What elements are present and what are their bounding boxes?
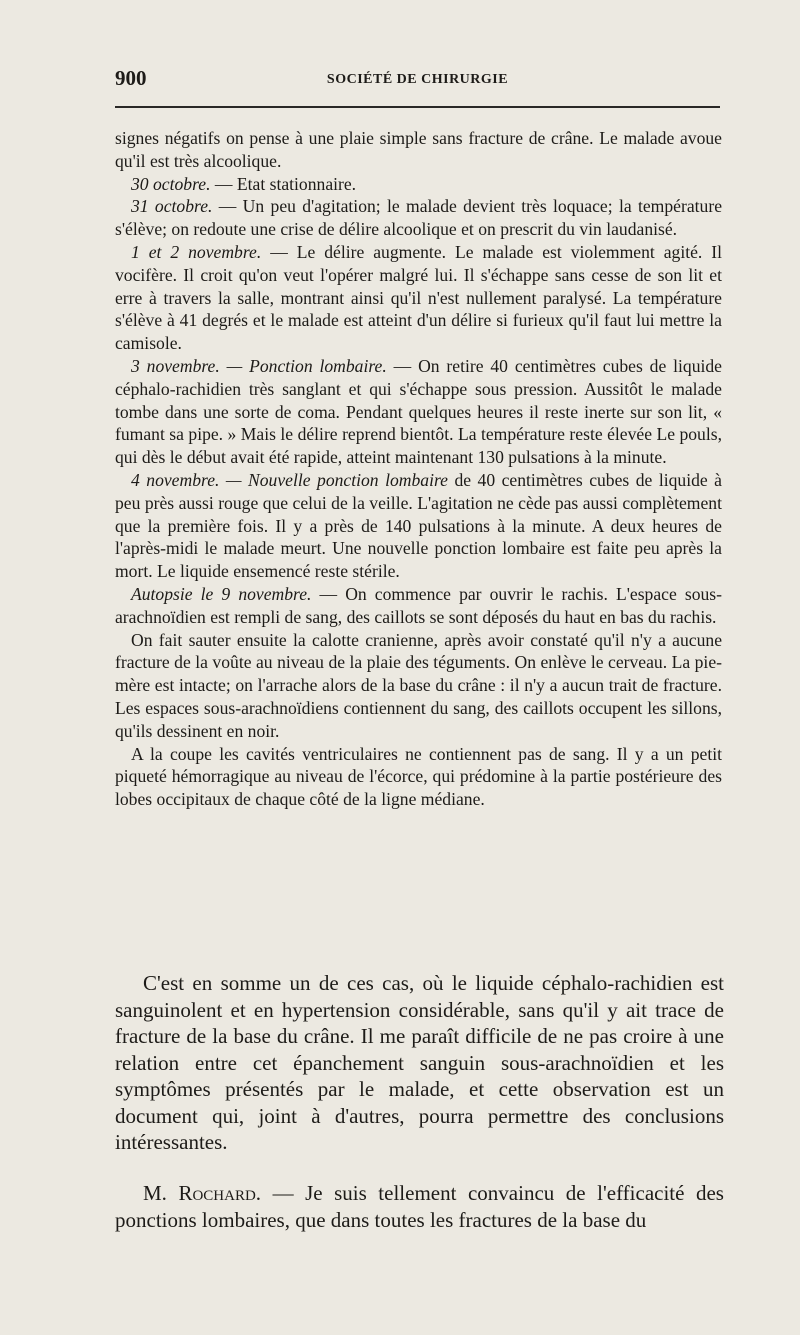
entry-date: 30 octobre. xyxy=(131,173,211,194)
entry-oct-30: 30 octobre. — Etat stationnaire. xyxy=(131,173,357,194)
entry-nov-4: 4 novembre. — Nouvelle ponction lombaire de 40 centimètres cubes de liquide à peu près aussi rouge que celui de la veille. L'agitation ne cède pas aussi complètement que la première fois. Il y a près de 140 pulsations à la minute. A deux heures de l'après-midi le malade meurt. Une nouvelle ponction lombaire est faite peu après la mort. Le liquide ensemencé reste stérile. xyxy=(115,469,722,582)
entry-date: Autopsie le 9 novembre. xyxy=(131,583,312,604)
entry-oct-31: 31 octobre. — Un peu d'agitation; le malade devient très loquace; la température s'élève; on redoute une crise de délire alcoolique et on prescrit du vin laudanisé. xyxy=(115,196,722,240)
header-rule xyxy=(115,106,720,108)
running-title: SOCIÉTÉ DE CHIRURGIE xyxy=(326,72,509,87)
page-number: 900 xyxy=(115,66,147,90)
entry-autopsy: Autopsie le 9 novembre. — On commence par ouvrir le rachis. L'espace sous-arachnoïdien est rempli de sang, des caillots se sont déposés du haut en bas du rachis. xyxy=(115,583,723,627)
conclusion-paragraph: C'est en somme un de ces cas, où le liquide céphalo-rachidien est sanguinolent et en hypertension considérable, sans qu'il y ait trace de fracture de la base du crâne. Il me paraît difficile de ne pas croire à une relation entre cet épanchement sanguin sous-arachnoïdien et les symptômes présentés par le malade, et cette observation est un document qui, joint à d'autres, pourra permettre des conclusions intéressantes. xyxy=(115,971,724,1154)
paragraph-section: A la coupe les cavités ventriculaires ne contiennent pas de sang. Il y a un petit piqueté hémorragique au niveau de l'écorce, qui prédomine à la partie postérieure des lobes occipitaux de chaque côté de la ligne médiane. xyxy=(115,743,722,810)
case-report xyxy=(115,127,722,811)
entry-nov-1-2: 1 et 2 novembre. — Le délire augmente. Le malade est violemment agité. Il vocifère. Il croit qu'on veut l'opérer malgré lui. Il s'échappe sans cesse de son lit et erre à travers la salle, montrant ainsi qu'il n'est nullement paralysé. La température s'élève à 41 degrés et le malade est atteint d'un délire si furieux qu'il faut lui mettre la camisole. xyxy=(115,241,722,354)
speaker-name: M. Rochard. xyxy=(143,1181,262,1205)
conclusion xyxy=(115,970,724,1156)
entry-date: 4 novembre. — Nouvelle ponction lombaire xyxy=(131,469,448,490)
entry-nov-3: 3 novembre. — Ponction lombaire. — On retire 40 centimètres cubes de liquide céphalo-rachidien très sanglant et qui s'échappe sous pression. Aussitôt le malade tombe dans une sorte de coma. Pendant quelques heures il reste inerte sur son lit, « fumant sa pipe. » Mais le délire reprend bientôt. La température reste élevée Le pouls, qui dès le début avait été rapide, atteint maintenant 130 pulsations à la minute. xyxy=(115,355,722,468)
entry-date: 3 novembre. — Ponction lombaire. xyxy=(131,355,387,376)
speaker-paragraph: M. Rochard. — Je suis tellement convaincu de l'efficacité des ponctions lombaires, que dans toutes les fractures de la base du xyxy=(115,1181,724,1232)
paragraph-continuation: signes négatifs on pense à une plaie simple sans fracture de crâne. Le malade avoue qu'il est très alcoolique. xyxy=(115,128,722,171)
entry-date: 31 octobre. xyxy=(131,196,213,217)
paragraph-skull: On fait sauter ensuite la calotte cranienne, après avoir constaté qu'il n'y a aucune fracture de la voûte au niveau de la plaie des téguments. On enlève le cerveau. La pie-mère est intacte; on l'arrache alors de la base du crâne : il n'y a aucun trait de fracture. Les espaces sous-arachnoïdiens contiennent du sang, des caillots occupent les sillons, qu'ils dessinent en noir. xyxy=(115,629,722,741)
entry-date: 1 et 2 novembre. xyxy=(131,241,262,262)
speaker-section xyxy=(115,1180,724,1233)
page-header xyxy=(115,66,720,96)
